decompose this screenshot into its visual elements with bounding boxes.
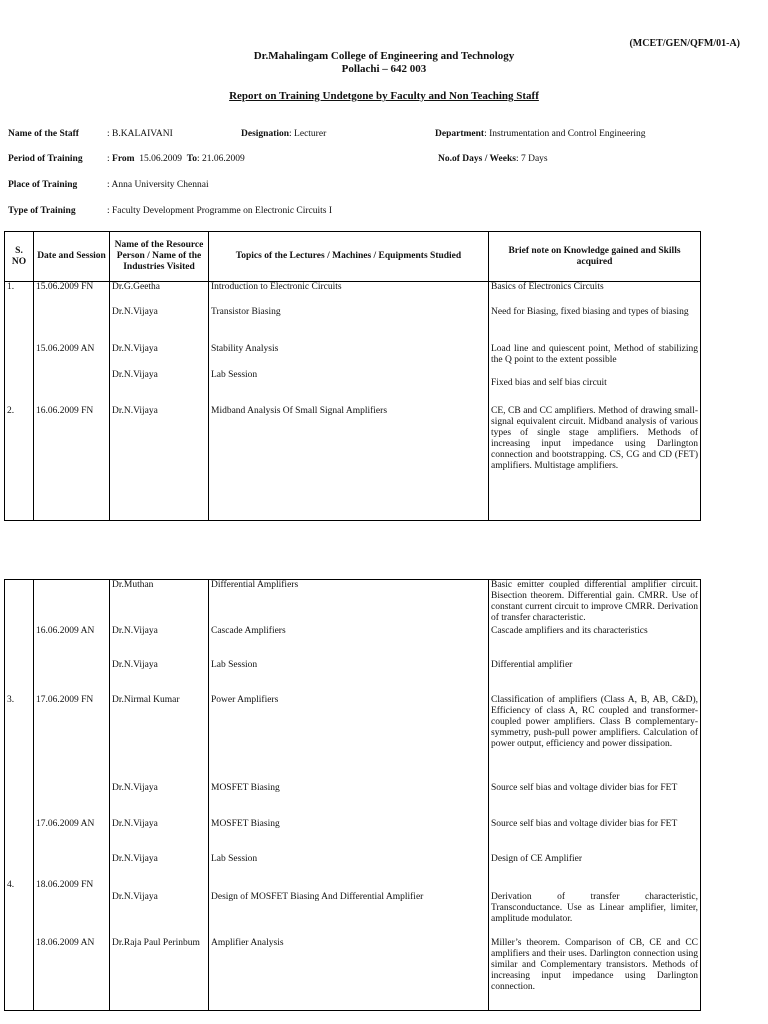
cell-topic: MOSFET Biasing (209, 783, 489, 819)
table-row (5, 580, 701, 626)
cell-person: Dr.N.Vijaya (110, 783, 209, 819)
table-row (5, 282, 701, 307)
cell-sno (5, 307, 34, 344)
cell-sno (5, 854, 34, 880)
cell-sno (5, 783, 34, 819)
cell-note: Fixed bias and self bias circuit (489, 370, 701, 406)
cell-topic: Differential Amplifiers (209, 580, 489, 626)
table-row (5, 307, 701, 344)
table-header-row (5, 232, 701, 282)
table-row (5, 660, 701, 695)
cell-note: Load line and quiescent point, Method of stabilizing the Q point to the extent possible (489, 344, 701, 370)
cell-person: Dr.N.Vijaya (110, 344, 209, 370)
cell-person: Dr.Muthan (110, 580, 209, 626)
cell-sno (5, 344, 34, 370)
place-label: Place of Training (8, 180, 78, 190)
cell-date: 16.06.2009 AN (34, 626, 110, 660)
cell-person: Dr.Nirmal Kumar (110, 695, 209, 783)
cell-note: Miller’s theorem. Comparison of CB, CE and CC amplifiers and their uses. Darlington connection using similar and Complementary transistors. Methods of increasing input impedance using Darlington connection. (489, 938, 701, 1011)
cell-date (34, 854, 110, 880)
training-table-1 (4, 231, 701, 521)
type-value: : Faculty Development Programme on Electronic Circuits I (107, 206, 333, 216)
cell-person: Dr.Raja Paul Perinbum (110, 938, 209, 1011)
period-value: : From 15.06.2009 To: 21.06.2009 (107, 154, 245, 164)
type-label: Type of Training (8, 206, 76, 216)
cell-person: Dr.G.Geetha (110, 282, 209, 307)
cell-sno (5, 819, 34, 854)
cell-note: Basic emitter coupled differential amplifier circuit. Bisection theorem. Differential gain. CMRR. Use of constant current circuit to improve CMRR. Derivation of transfer characteristic. (489, 580, 701, 626)
cell-person: Dr.N.Vijaya (110, 307, 209, 344)
form-code: (MCET/GEN/QFM/01-A) (629, 38, 740, 49)
cell-note: Derivation of transfer characteristic, Transconductance. Use as Linear amplifier, limiter, amplitude modulator. (489, 880, 701, 938)
table-row (5, 344, 701, 370)
cell-date (34, 783, 110, 819)
cell-topic: Midband Analysis Of Small Signal Amplifiers (209, 406, 489, 521)
table-row (5, 695, 701, 783)
cell-topic: Stability Analysis (209, 344, 489, 370)
cell-date: 15.06.2009 FN (34, 282, 110, 307)
table-row (5, 819, 701, 854)
cell-sno: 1. (5, 282, 34, 307)
training-table-2 (4, 579, 701, 1011)
cell-topic: Power Amplifiers (209, 695, 489, 783)
place-value: : Anna University Chennai (107, 180, 209, 190)
cell-topic: Design of MOSFET Biasing And Differential Amplifier (209, 880, 489, 938)
table-row (5, 854, 701, 880)
cell-topic: Lab Session (209, 854, 489, 880)
table-row (5, 938, 701, 1011)
cell-sno (5, 580, 34, 626)
table-row (5, 626, 701, 660)
report-title: Report on Training Undetgone by Faculty and Non Teaching Staff (229, 90, 539, 102)
header-date: Date and Session (34, 232, 110, 282)
cell-note: Classification of amplifiers (Class A, B, AB, C&D), Efficiency of class A, RC coupled and transformer-coupled power amplifiers. Class B complementary-symmetry, push-pull power amplifiers. Calculation of power output, efficiency and power dissipation. (489, 695, 701, 783)
designation: Designation: Lecturer (241, 129, 327, 139)
table-row (5, 406, 701, 521)
cell-date (34, 307, 110, 344)
cell-note: Need for Biasing, fixed biasing and types of biasing (489, 307, 701, 344)
cell-note: CE, CB and CC amplifiers. Method of drawing small-signal equivalent circuit. Midband analysis of various types of single stage amplifiers. Methods of increasing input impedance using Darlington connection and bootstrapping. CS, CG and CD (FET) amplifiers. Multistage amplifiers. (489, 406, 701, 521)
staff-name-value: : B.KALAIVANI (107, 129, 173, 139)
cell-person: Dr.N.Vijaya (110, 880, 209, 938)
table-row (5, 880, 701, 938)
cell-date (34, 580, 110, 626)
cell-sno (5, 626, 34, 660)
college-name: Dr.Mahalingam College of Engineering and Technology (253, 50, 515, 62)
cell-sno: 2. (5, 406, 34, 521)
cell-date: 18.06.2009 FN (34, 880, 110, 938)
days: No.of Days / Weeks: 7 Days (438, 154, 548, 164)
cell-person: Dr.N.Vijaya (110, 660, 209, 695)
cell-topic: Lab Session (209, 370, 489, 406)
cell-date: 17.06.2009 FN (34, 695, 110, 783)
cell-note: Source self bias and voltage divider bias for FET (489, 783, 701, 819)
staff-name-label: Name of the Staff (8, 129, 79, 139)
cell-person: Dr.N.Vijaya (110, 626, 209, 660)
cell-person: Dr.N.Vijaya (110, 370, 209, 406)
cell-person: Dr.N.Vijaya (110, 819, 209, 854)
cell-date: 16.06.2009 FN (34, 406, 110, 521)
college-header (0, 50, 768, 76)
header-brief: Brief note on Knowledge gained and Skills acquired (489, 232, 701, 282)
period-label: Period of Training (8, 154, 83, 164)
cell-sno (5, 370, 34, 406)
cell-note: Design of CE Amplifier (489, 854, 701, 880)
department: Department: Instrumentation and Control Engineering (435, 129, 646, 139)
cell-date (34, 370, 110, 406)
cell-topic: Introduction to Electronic Circuits (209, 282, 489, 307)
header-sno: S. NO (5, 232, 34, 282)
cell-note: Differential amplifier (489, 660, 701, 695)
cell-note: Source self bias and voltage divider bias for FET (489, 819, 701, 854)
cell-topic: Amplifier Analysis (209, 938, 489, 1011)
cell-topic: Transistor Biasing (209, 307, 489, 344)
cell-sno: 4. (5, 880, 34, 938)
cell-topic: MOSFET Biasing (209, 819, 489, 854)
cell-topic: Lab Session (209, 660, 489, 695)
cell-person: Dr.N.Vijaya (110, 854, 209, 880)
college-place: Pollachi – 642 003 (341, 63, 427, 75)
cell-note: Basics of Electronics Circuits (489, 282, 701, 307)
cell-note: Cascade amplifiers and its characteristics (489, 626, 701, 660)
cell-sno (5, 660, 34, 695)
cell-date (34, 660, 110, 695)
header-topics: Topics of the Lectures / Machines / Equipments Studied (209, 232, 489, 282)
table-row (5, 370, 701, 406)
cell-sno: 3. (5, 695, 34, 783)
cell-date: 18.06.2009 AN (34, 938, 110, 1011)
header-resource: Name of the Resource Person / Name of the Industries Visited (110, 232, 209, 282)
cell-date: 17.06.2009 AN (34, 819, 110, 854)
cell-person: Dr.N.Vijaya (110, 406, 209, 521)
cell-date: 15.06.2009 AN (34, 344, 110, 370)
table-row (5, 783, 701, 819)
cell-sno (5, 938, 34, 1011)
cell-topic: Cascade Amplifiers (209, 626, 489, 660)
